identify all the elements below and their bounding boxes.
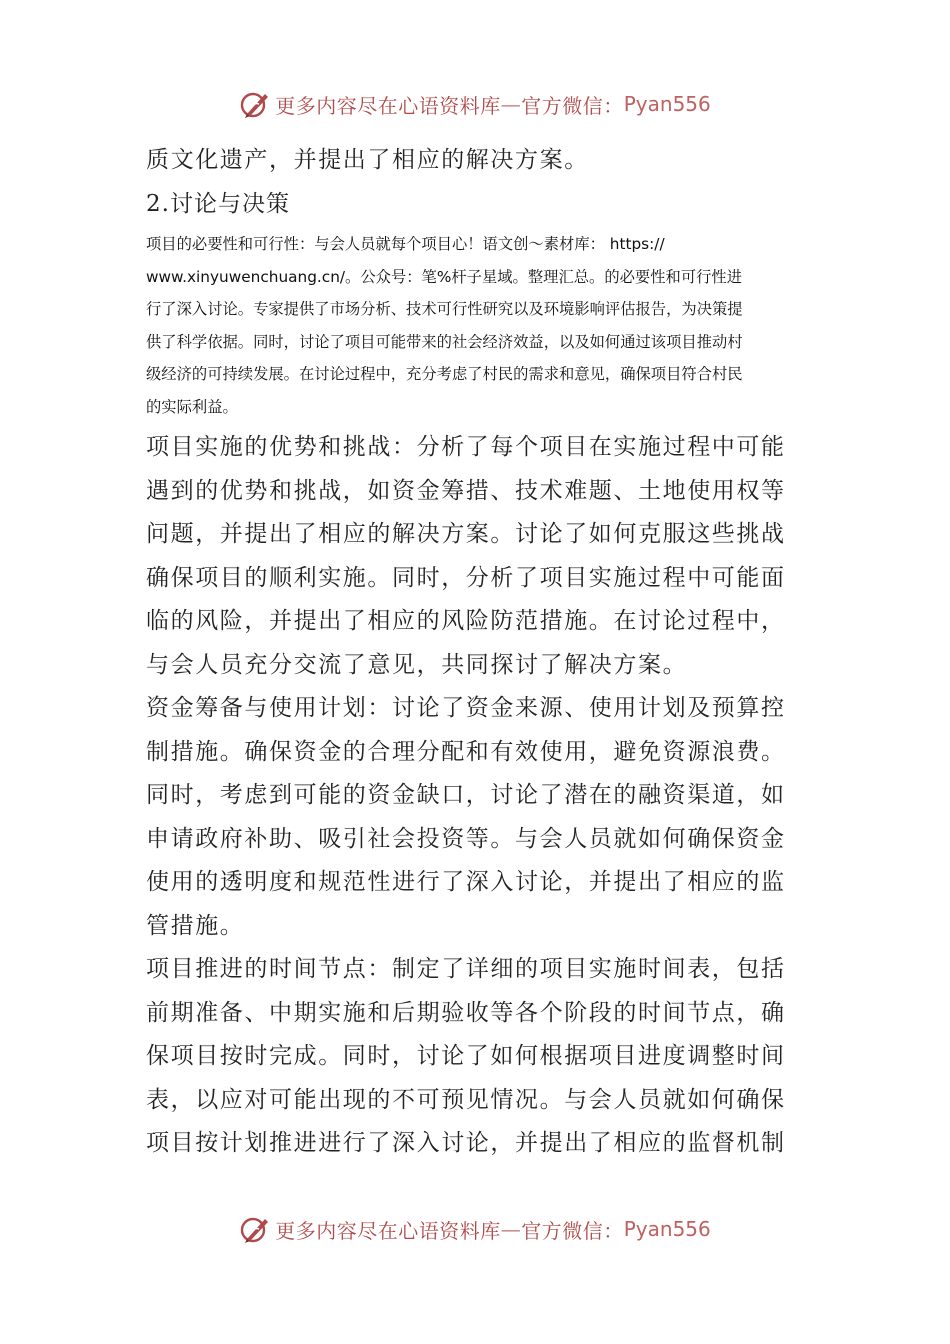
banner-dash: — — [500, 92, 522, 116]
small-text-line: 项目的必要性和可行性：与会人员就每个项目心！语文创～素材库： https:// — [146, 235, 665, 253]
text-line: 表，以应对可能出现的不可预见情况。与会人员就如何确保 — [146, 1086, 786, 1113]
text-line: 项目推进的时间节点：制定了详细的项目实施时间表，包括 — [146, 956, 786, 982]
banner-wechat-id: Pyan556 — [623, 92, 711, 116]
text-line: 保项目按时完成。同时，讨论了如何根据项目进度调整时间 — [146, 1043, 786, 1069]
banner-text: 更多内容尽在心语资料库 — [275, 1218, 501, 1243]
text-line: 申请政府补助、吸引社会投资等。与会人员就如何确保资金 — [146, 825, 786, 852]
text-line: 同时，考虑到可能的资金缺口，讨论了潜在的融资渠道，如 — [146, 782, 786, 808]
section-heading: 2.讨论与决策 — [146, 190, 290, 217]
text-line: 临的风险，并提出了相应的风险防范措施。在讨论过程中， — [146, 608, 786, 634]
text-line: 质文化遗产，并提出了相应的解决方案。 — [146, 147, 589, 173]
small-text-line: www.xinyuwenchuang.cn/。公众号：笔%杆子星域。整理汇总。的必要性和可行性进 — [146, 267, 743, 286]
small-text-line: 行了深入讨论。专家提供了市场分析、技术可行性研究以及环境影响评估报告，为决策提 — [146, 300, 743, 318]
text-line: 管措施。 — [146, 912, 245, 939]
text-line: 资金筹备与使用计划：讨论了资金来源、使用计划及预算控 — [146, 695, 786, 721]
banner-wechat-id: Pyan556 — [623, 1217, 711, 1241]
banner-dash: — — [500, 1217, 522, 1241]
footer-banner — [0, 1209, 950, 1249]
header-banner — [0, 84, 950, 124]
pen-logo-icon — [239, 1213, 271, 1245]
small-text-line: 级经济的可持续发展。在讨论过程中，充分考虑了村民的需求和意见，确保项目符合村民 — [146, 365, 743, 383]
text-line: 问题，并提出了相应的解决方案。讨论了如何克服这些挑战 — [146, 521, 786, 547]
text-line: 遇到的优势和挑战，如资金筹措、技术难题、土地使用权等 — [146, 477, 786, 504]
banner-official: 官方微信： — [521, 1218, 624, 1243]
small-text-line: 的实际利益。 — [146, 397, 238, 416]
text-line: 与会人员充分交流了意见，共同探讨了解决方案。 — [146, 651, 688, 678]
text-line: 项目按计划推进进行了深入讨论，并提出了相应的监督机制 — [146, 1130, 786, 1156]
text-line: 确保项目的顺利实施。同时，分析了项目实施过程中可能面 — [146, 564, 786, 591]
text-line: 制措施。确保资金的合理分配和有效使用，避免资源浪费。 — [146, 738, 786, 765]
text-line: 项目实施的优势和挑战：分析了每个项目在实施过程中可能 — [146, 434, 786, 460]
banner-official: 官方微信： — [521, 93, 624, 118]
pen-logo-icon — [239, 88, 271, 120]
text-line: 前期准备、中期实施和后期验收等各个阶段的时间节点，确 — [146, 999, 786, 1026]
banner-text: 更多内容尽在心语资料库 — [275, 93, 501, 118]
small-text-line: 供了科学依据。同时，讨论了项目可能带来的社会经济效益，以及如何通过该项目推动村 — [146, 332, 743, 351]
text-line: 使用的透明度和规范性进行了深入讨论，并提出了相应的监 — [146, 869, 786, 895]
document-body — [146, 139, 810, 1166]
